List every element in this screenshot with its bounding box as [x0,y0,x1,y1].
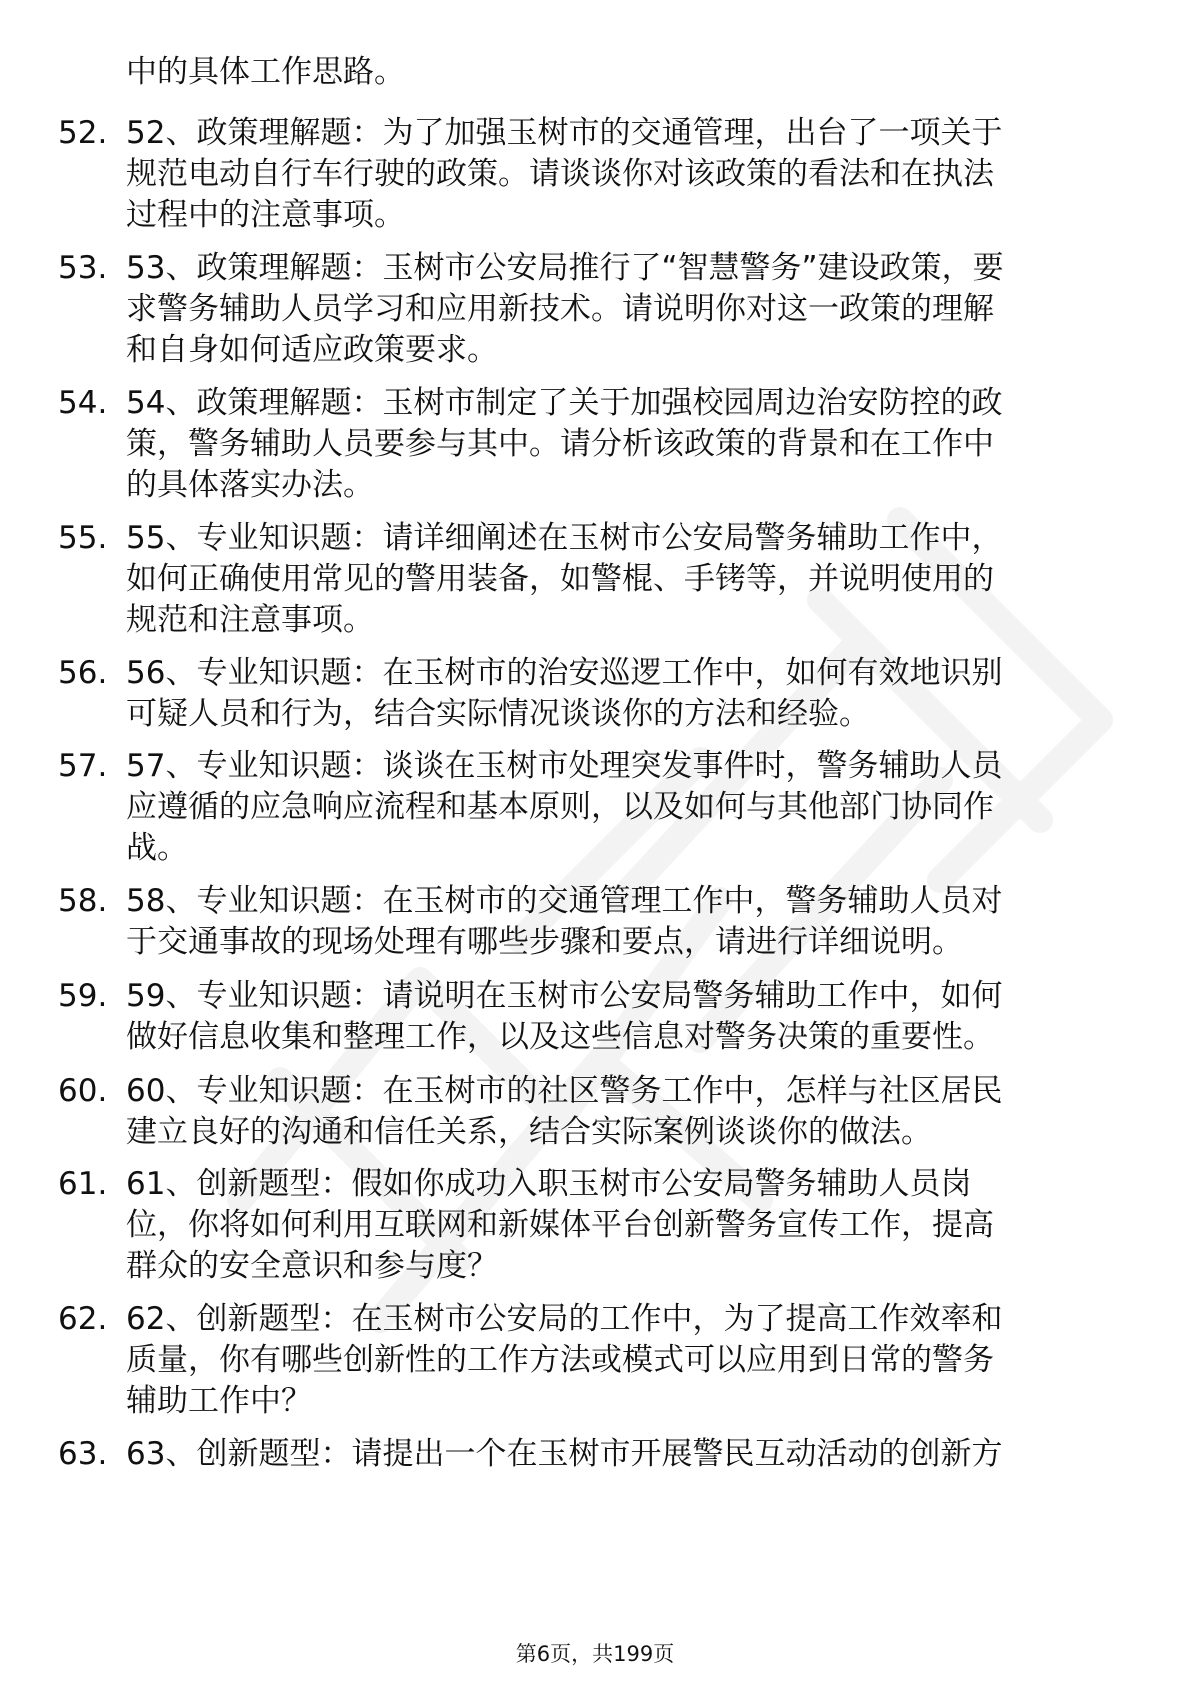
list-item-number: 61. [58,1166,108,1202]
text-line: 策，警务辅助人员要参与其中。请分析该政策的背景和在工作中 [126,426,994,462]
text-line: 可疑人员和行为，结合实际情况谈谈你的方法和经验。 [126,696,870,732]
list-item-number: 60. [58,1073,108,1109]
text-line: 战。 [126,830,188,866]
list-item-text [126,518,1176,641]
list-item-number: 55. [58,520,108,556]
text-line: 的具体落实办法。 [126,467,374,503]
text-line: 和自身如何适应政策要求。 [126,332,498,368]
list-item-text [126,1071,1176,1153]
list-item-text [126,746,1176,869]
text-line: 53、政策理解题：玉树市公安局推行了“智慧警务”建设政策，要 [126,250,1004,286]
list-item-number: 56. [58,655,108,691]
list-item-number: 52. [58,115,108,151]
list-item-number: 62. [58,1301,108,1337]
list-item-number: 57. [58,748,108,784]
text-line: 于交通事故的现场处理有哪些步骤和要点，请进行详细说明。 [126,924,963,960]
list-item-text [126,383,1176,506]
text-line: 56、专业知识题：在玉树市的治安巡逻工作中，如何有效地识别 [126,655,1003,691]
text-line: 57、专业知识题：谈谈在玉树市处理突发事件时，警务辅助人员 [126,748,1003,784]
text-line: 规范电动自行车行驶的政策。请谈谈你对该政策的看法和在执法 [126,156,994,192]
text-line: 59、专业知识题：请说明在玉树市公安局警务辅助工作中，如何 [126,978,1003,1014]
text-line: 如何正确使用常见的警用装备，如警棍、手铐等，并说明使用的 [126,561,994,597]
text-line: 62、创新题型：在玉树市公安局的工作中，为了提高工作效率和 [126,1301,1003,1337]
text-line: 61、创新题型：假如你成功入职玉树市公安局警务辅助人员岗 [126,1166,972,1202]
list-item-text [126,1434,1176,1475]
text-line: 52、政策理解题：为了加强玉树市的交通管理，出台了一项关于 [126,115,1003,151]
list-item-text [126,881,1176,963]
list-item-text [126,1164,1176,1287]
text-line: 应遵循的应急响应流程和基本原则，以及如何与其他部门协同作 [126,789,994,825]
continued-text: 中的具体工作思路。 [126,54,405,90]
list-item-number: 59. [58,978,108,1014]
list-item-number: 53. [58,250,108,286]
text-line: 群众的安全意识和参与度？ [126,1248,498,1284]
text-line: 54、政策理解题：玉树市制定了关于加强校园周边治安防控的政 [126,385,1003,421]
text-line: 58、专业知识题：在玉树市的交通管理工作中，警务辅助人员对 [126,883,1003,919]
text-line: 辅助工作中？ [126,1383,312,1419]
list-item-number: 58. [58,883,108,919]
text-line: 建立良好的沟通和信任关系，结合实际案例谈谈你的做法。 [126,1114,932,1150]
list-item-number: 54. [58,385,108,421]
list-item-text [126,653,1176,735]
text-line: 55、专业知识题：请详细阐述在玉树市公安局警务辅助工作中， [126,520,1003,556]
text-line: 63、创新题型：请提出一个在玉树市开展警民互动活动的创新方 [126,1436,1003,1472]
text-line: 位，你将如何利用互联网和新媒体平台创新警务宣传工作，提高 [126,1207,994,1243]
list-item-text [126,976,1176,1058]
page-footer: 第6页，共199页 [515,1642,675,1666]
list-item-number: 63. [58,1436,108,1472]
text-line: 过程中的注意事项。 [126,197,405,233]
text-line: 求警务辅助人员学习和应用新技术。请说明你对这一政策的理解 [126,291,994,327]
list-item-text [126,113,1176,236]
text-line: 60、专业知识题：在玉树市的社区警务工作中，怎样与社区居民 [126,1073,1003,1109]
list-item-text [126,248,1176,371]
text-line: 做好信息收集和整理工作，以及这些信息对警务决策的重要性。 [126,1019,994,1055]
text-line: 规范和注意事项。 [126,602,374,638]
text-line: 质量，你有哪些创新性的工作方法或模式可以应用到日常的警务 [126,1342,994,1378]
list-item-text [126,1299,1176,1422]
